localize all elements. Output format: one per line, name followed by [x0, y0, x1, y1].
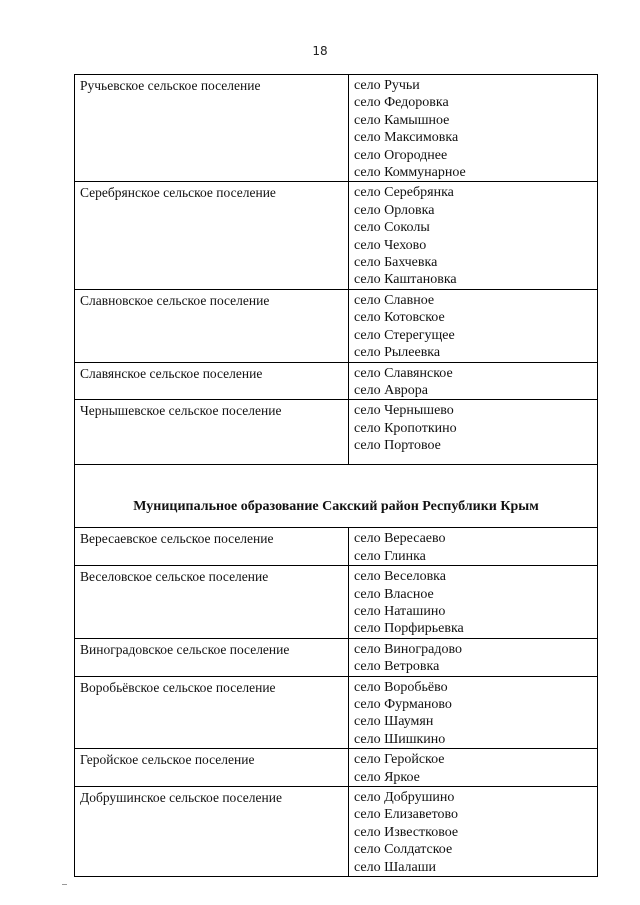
village-item: село Рылеевка [354, 345, 441, 361]
village-item: село Каштановка [354, 272, 457, 288]
village-item: село Серебрянка [354, 185, 454, 201]
village-item: село Чернышево [354, 403, 454, 419]
village-item: село Наташино [354, 603, 446, 619]
village-item: село Геройское [354, 752, 445, 768]
village-item: село Глинка [354, 548, 426, 564]
settlement-name: Добрушинское сельское поселение [75, 787, 349, 877]
village-item: село Елизаветово [354, 807, 459, 823]
village-item: село Максимовка [354, 130, 459, 146]
settlement-name: Виноградовское сельское поселение [75, 638, 349, 676]
settlement-name: Славянское сельское поселение [75, 362, 349, 400]
table-row [75, 638, 598, 676]
village-item: село Порфирьевка [354, 621, 464, 637]
village-list [349, 566, 598, 639]
settlement-name: Славновское сельское поселение [75, 289, 349, 362]
section-title: Муниципальное образование Сакский район Республики Крым [133, 499, 539, 515]
village-item: село Огороднее [354, 147, 448, 163]
settlement-name: Ручьевское сельское поселение [75, 75, 349, 182]
village-list [349, 400, 598, 465]
table-row [75, 749, 598, 787]
table-row [75, 566, 598, 639]
village-item: село Аврора [354, 382, 429, 398]
village-item: село Веселовка [354, 569, 446, 585]
settlement-name: Чернышевское сельское поселение [75, 400, 349, 465]
village-item: село Вересаево [354, 531, 446, 547]
village-list [349, 749, 598, 787]
village-list [349, 362, 598, 400]
village-item: село Коммунарное [354, 165, 466, 181]
page-number: 18 [312, 44, 328, 58]
village-item: село Добрушино [354, 790, 455, 805]
village-item: село Известковое [354, 824, 459, 840]
village-item: село Котовское [354, 310, 445, 326]
village-list [349, 638, 598, 676]
village-item: село Фурманово [354, 696, 452, 712]
section-header-row [75, 465, 598, 528]
settlement-name: Воробьёвское сельское поселение [75, 676, 349, 749]
village-item: село Власное [354, 586, 434, 602]
village-item: село Ветровка [354, 659, 440, 675]
village-item: село Камышное [354, 112, 450, 128]
village-item: село Яркое [354, 769, 420, 785]
settlement-name: Геройское сельское поселение [75, 749, 349, 787]
table-row [75, 75, 598, 182]
village-item: село Орловка [354, 202, 435, 218]
village-item: село Шалаши [354, 859, 437, 875]
section-header-cell [75, 465, 598, 528]
village-list [349, 787, 598, 877]
village-item: село Кропоткино [354, 420, 457, 436]
village-item: село Славянское [354, 365, 453, 381]
village-list [349, 289, 598, 362]
table-row [75, 528, 598, 566]
village-item: село Ручьи [354, 78, 420, 93]
village-item: село Федоровка [354, 95, 449, 111]
village-list [349, 676, 598, 749]
village-item: село Стерегущее [354, 327, 455, 343]
table-row [75, 289, 598, 362]
table-row [75, 182, 598, 289]
village-item: село Солдатское [354, 842, 453, 858]
village-item: село Шишкино [354, 731, 446, 747]
village-item: село Воробьёво [354, 679, 448, 695]
settlement-name: Серебрянское сельское поселение [75, 182, 349, 289]
table-row [75, 676, 598, 749]
table-row [75, 400, 598, 465]
village-item: село Чехово [354, 237, 427, 253]
village-item: село Виноградово [354, 641, 463, 657]
village-item: село Шаумян [354, 714, 434, 730]
village-list [349, 75, 598, 182]
settlements-table [74, 74, 598, 877]
village-list [349, 528, 598, 566]
settlement-name: Вересаевское сельское поселение [75, 528, 349, 566]
village-list [349, 182, 598, 289]
village-item: село Славное [354, 292, 435, 308]
settlement-name: Веселовское сельское поселение [75, 566, 349, 639]
table-row [75, 362, 598, 400]
village-item: село Соколы [354, 220, 430, 236]
village-item: село Бахчевка [354, 255, 438, 271]
scan-mark [62, 884, 67, 885]
village-item: село Портовое [354, 438, 441, 454]
table-row [75, 787, 598, 877]
